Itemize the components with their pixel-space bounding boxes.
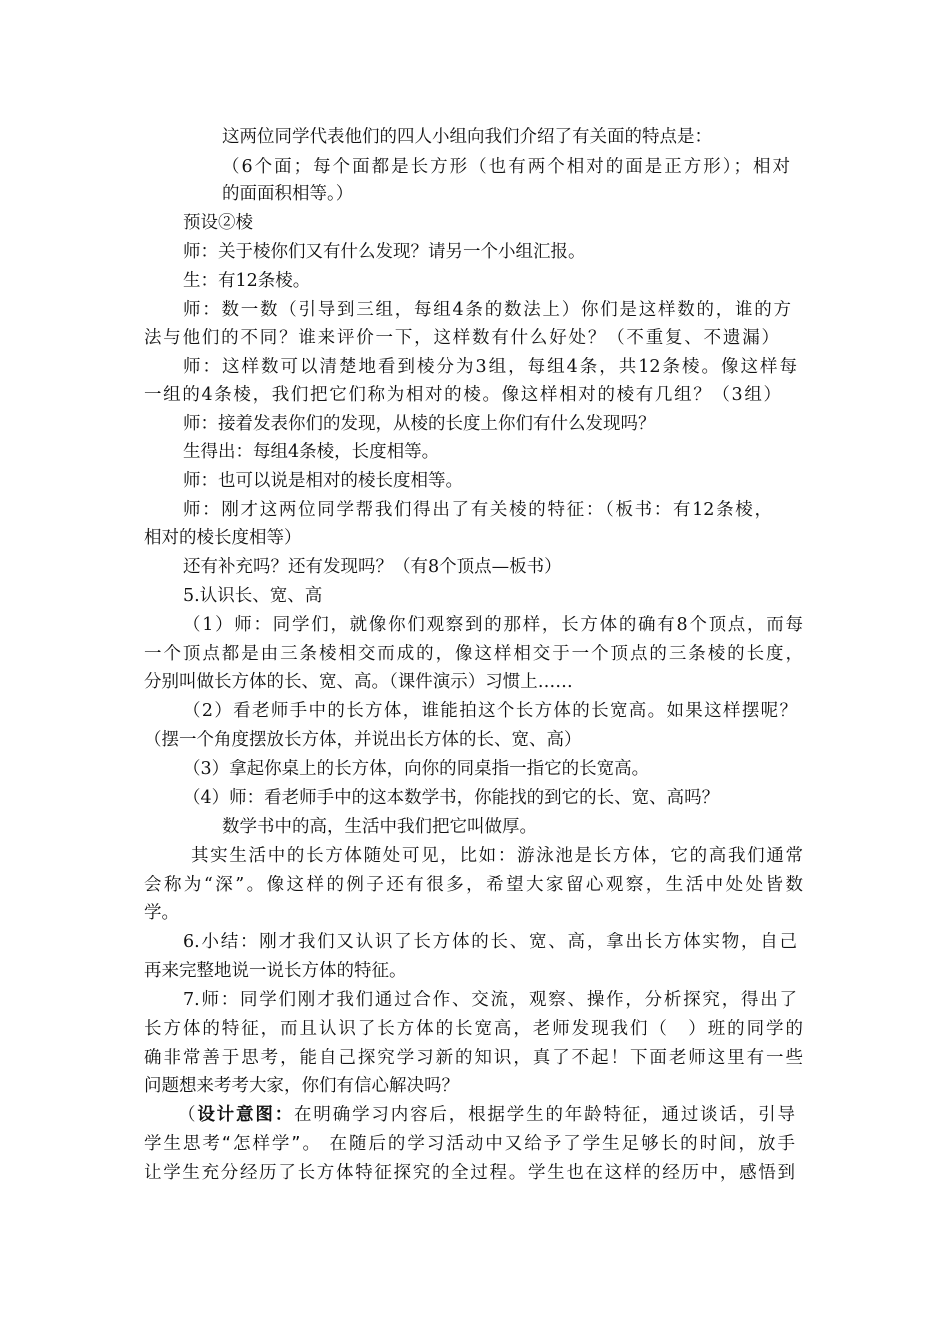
text-line: 师：也可以说是相对的棱长度相等。 xyxy=(183,471,463,491)
design-note-line: 让学生充分经历了长方体特征探究的全过程。学生也在这样的经历中，感悟到 xyxy=(144,1163,795,1183)
design-note-line xyxy=(178,1103,795,1127)
text-line: （2）看老师手中的长方体，谁能拍这个长方体的长宽高。如果这样摆呢？ xyxy=(183,701,797,721)
text-line: （摆一个角度摆放长方体，并说出长方体的长、宽、高） xyxy=(144,730,582,750)
text-line: 的面面积相等。） xyxy=(222,184,354,204)
design-note-label: 设计意图： xyxy=(197,1105,295,1125)
design-note-text: 在明确学习内容后，根据学生的年龄特征，通过谈话，引导 xyxy=(294,1105,796,1125)
text-line: 其实生活中的长方体随处可见，比如：游泳池是长方体，它的高我们通常 xyxy=(191,846,803,866)
text-line: 师：数一数（引导到三组，每组4条的数法上）你们是这样数的，谁的方 xyxy=(183,300,791,320)
design-note-line: 学生思考“怎样学”。 在随后的学习活动中又给予了学生足够长的时间，放手 xyxy=(144,1134,795,1154)
text-line: 确非常善于思考，能自己探究学习新的知识，真了不起！下面老师这里有一些 xyxy=(144,1048,803,1068)
text-line: 问题想来考考大家，你们有信心解决吗？ xyxy=(144,1076,459,1096)
text-line: 师：接着发表你们的发现，从棱的长度上你们有什么发现吗？ xyxy=(183,414,656,434)
text-line: 一组的4条棱，我们把它们称为相对的棱。像这样相对的棱有几组？（3组） xyxy=(144,385,781,405)
text-line: 生：有12条棱。 xyxy=(183,271,311,291)
text-line: 分别叫做长方体的长、宽、高。（课件演示）习惯上…… xyxy=(144,672,573,692)
text-line: 6.小结：刚才我们又认识了长方体的长、宽、高，拿出长方体实物，自己 xyxy=(183,932,797,952)
section-heading: 5.认识长、宽、高 xyxy=(183,586,323,606)
design-note-prefix: （ xyxy=(178,1105,198,1125)
section-heading: 预设②棱 xyxy=(183,213,253,233)
text-line: 再来完整地说一说长方体的特征。 xyxy=(144,961,407,981)
text-line: （1）师：同学们，就像你们观察到的那样，长方体的确有8个顶点，而每 xyxy=(183,615,803,635)
text-line: 数学书中的高，生活中我们把它叫做厚。 xyxy=(222,817,537,837)
text-line: 相对的棱长度相等） xyxy=(144,528,302,548)
text-line: 师：关于棱你们又有什么发现？请另一个小组汇报。 xyxy=(183,242,586,262)
text-line: 一个顶点都是由三条棱相交而成的，像这样相交于一个顶点的三条棱的长度， xyxy=(144,644,803,664)
text-line: 7.师：同学们刚才我们通过合作、交流，观察、操作，分析探究，得出了 xyxy=(183,990,797,1010)
text-line: （6个面；每个面都是长方形（也有两个相对的面是正方形）；相对 xyxy=(222,157,790,177)
text-line: 师：这样数可以清楚地看到棱分为3组，每组4条，共12条棱。像这样每 xyxy=(183,357,797,377)
text-line: （3）拿起你桌上的长方体，向你的同桌指一指它的长宽高。 xyxy=(183,759,650,779)
text-line: 会称为“深”。像这样的例子还有很多，希望大家留心观察，生活中处处皆数 xyxy=(144,875,803,895)
text-line: 法与他们的不同？谁来评价一下，这样数有什么好处？（不重复、不遗漏） xyxy=(144,328,779,348)
text-line: 这两位同学代表他们的四人小组向我们介绍了有关面的特点是： xyxy=(222,127,712,147)
text-line: 学。 xyxy=(144,903,179,923)
text-line: 长方体的特征，而且认识了长方体的长宽高，老师发现我们（ ）班的同学的 xyxy=(144,1019,803,1039)
text-line: （4）师：看老师手中的这本数学书，你能找的到它的长、宽、高吗？ xyxy=(183,788,720,808)
text-line: 还有补充吗？还有发现吗？（有8个顶点—板书） xyxy=(183,557,562,577)
text-line: 生得出：每组4条棱，长度相等。 xyxy=(183,442,440,462)
text-line: 师：刚才这两位同学帮我们得出了有关棱的特征：（板书：有12条棱， xyxy=(183,500,772,520)
